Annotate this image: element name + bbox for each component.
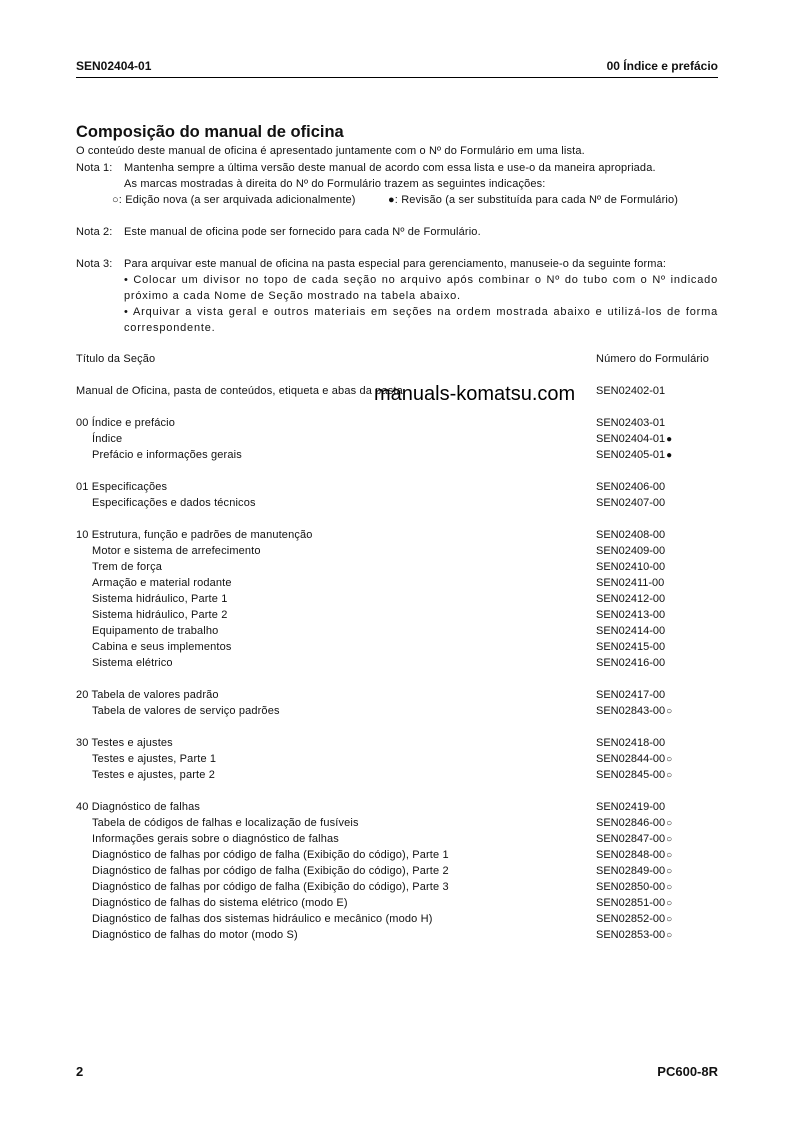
form-number: SEN02848-00 bbox=[596, 849, 666, 861]
form-number-cell bbox=[596, 623, 665, 639]
section-name: 00 Índice e prefácio bbox=[606, 59, 718, 73]
form-number: SEN02404-01 bbox=[596, 433, 666, 445]
form-number-cell bbox=[596, 495, 665, 511]
form-number: SEN02403-01 bbox=[596, 417, 666, 429]
section-title: Testes e ajustes, Parte 1 bbox=[92, 753, 217, 765]
new-edition-mark-icon: ○ bbox=[666, 818, 673, 829]
form-number-cell bbox=[596, 831, 672, 848]
section-title: Sistema hidráulico, Parte 1 bbox=[92, 593, 228, 605]
model-name: PC600-8R bbox=[657, 1064, 718, 1079]
table-row bbox=[0, 927, 794, 943]
section-title: Manual de Oficina, pasta de conteúdos, etiqueta e abas da pasta bbox=[76, 385, 403, 397]
new-edition-mark-icon: ○ bbox=[666, 898, 673, 909]
form-number: SEN02852-00 bbox=[596, 913, 666, 925]
table-row bbox=[0, 559, 794, 575]
form-number-cell bbox=[596, 815, 672, 832]
table-row bbox=[0, 767, 794, 783]
section-title: Sistema elétrico bbox=[92, 657, 173, 669]
table-row bbox=[0, 687, 794, 703]
form-number: SEN02416-00 bbox=[596, 657, 666, 669]
table-row bbox=[0, 575, 794, 591]
form-number-cell bbox=[596, 479, 665, 495]
section-title: Informações gerais sobre o diagnóstico de falhas bbox=[92, 833, 339, 845]
table-row bbox=[0, 447, 794, 463]
form-number: SEN02418-00 bbox=[596, 737, 666, 749]
table-row bbox=[0, 431, 794, 447]
table-row bbox=[0, 495, 794, 511]
table-row bbox=[0, 751, 794, 767]
form-number-cell bbox=[596, 559, 665, 575]
section-title: Diagnóstico de falhas do sistema elétrico (modo E) bbox=[92, 897, 348, 909]
form-number: SEN02405-01 bbox=[596, 449, 666, 461]
form-number-cell bbox=[596, 927, 672, 944]
legend-revision: ●: Revisão (a ser substituída para cada Nº de Formulário) bbox=[388, 194, 679, 206]
column-header-form: Número do Formulário bbox=[596, 353, 710, 365]
form-number-cell bbox=[596, 847, 672, 864]
form-number-cell bbox=[596, 431, 672, 448]
form-number-cell bbox=[596, 415, 665, 431]
form-number: SEN02844-00 bbox=[596, 753, 666, 765]
form-number: SEN02409-00 bbox=[596, 545, 666, 557]
section-title: Prefácio e informações gerais bbox=[92, 449, 242, 461]
section-title: Testes e ajustes, parte 2 bbox=[92, 769, 215, 781]
form-number-cell bbox=[596, 863, 672, 880]
new-edition-mark-icon: ○ bbox=[666, 930, 673, 941]
table-row bbox=[0, 735, 794, 751]
form-number-cell bbox=[596, 383, 665, 399]
form-number: SEN02849-00 bbox=[596, 865, 666, 877]
form-number: SEN02411-00 bbox=[596, 577, 665, 589]
section-title: Trem de força bbox=[92, 561, 163, 573]
note2-label: Nota 2: bbox=[76, 226, 113, 238]
form-number-cell bbox=[596, 751, 672, 768]
form-number: SEN02853-00 bbox=[596, 929, 666, 941]
section-title: Tabela de valores de serviço padrões bbox=[92, 705, 280, 717]
form-number-cell bbox=[596, 767, 672, 784]
form-number: SEN02843-00 bbox=[596, 705, 666, 717]
header-divider bbox=[76, 77, 718, 78]
form-number: SEN02847-00 bbox=[596, 833, 666, 845]
table-row bbox=[0, 639, 794, 655]
form-number-cell bbox=[596, 607, 665, 623]
section-title: Armação e material rodante bbox=[92, 577, 232, 589]
form-number: SEN02413-00 bbox=[596, 609, 666, 621]
form-number: SEN02410-00 bbox=[596, 561, 666, 573]
form-number: SEN02406-00 bbox=[596, 481, 666, 493]
note2-text: Este manual de oficina pode ser fornecido para cada Nº de Formulário. bbox=[124, 226, 481, 238]
revision-mark-icon: ● bbox=[666, 450, 673, 461]
section-title: Motor e sistema de arrefecimento bbox=[92, 545, 261, 557]
section-title: 40 Diagnóstico de falhas bbox=[76, 801, 201, 813]
form-number-cell bbox=[596, 655, 665, 671]
table-row bbox=[0, 479, 794, 495]
section-title: Diagnóstico de falhas por código de falha (Exibição do código), Parte 1 bbox=[92, 849, 449, 861]
table-row bbox=[0, 815, 794, 831]
new-edition-mark-icon: ○ bbox=[666, 754, 673, 765]
form-number-cell bbox=[596, 687, 665, 703]
form-number: SEN02415-00 bbox=[596, 641, 666, 653]
intro-text: O conteúdo deste manual de oficina é apresentado juntamente com o Nº do Formulário em uma lista. bbox=[76, 145, 585, 157]
new-edition-mark-icon: ○ bbox=[666, 882, 673, 893]
table-row bbox=[0, 879, 794, 895]
section-title: Cabina e seus implementos bbox=[92, 641, 232, 653]
form-number: SEN02846-00 bbox=[596, 817, 666, 829]
page-number: 2 bbox=[76, 1064, 84, 1079]
section-title: 10 Estrutura, função e padrões de manutenção bbox=[76, 529, 313, 541]
section-title: Índice bbox=[92, 433, 123, 445]
note1-line1: Mantenha sempre a última versão deste manual de acordo com essa lista e use-o da maneira apropriada. bbox=[124, 162, 656, 174]
section-title: 20 Tabela de valores padrão bbox=[76, 689, 219, 701]
table-row bbox=[0, 703, 794, 719]
form-number: SEN02850-00 bbox=[596, 881, 666, 893]
form-number-cell bbox=[596, 735, 665, 751]
table-row bbox=[0, 655, 794, 671]
column-header-title: Título da Seção bbox=[76, 353, 156, 365]
table-row bbox=[0, 799, 794, 815]
form-number-cell bbox=[596, 543, 665, 559]
form-number: SEN02407-00 bbox=[596, 497, 666, 509]
section-title: Diagnóstico de falhas por código de falha (Exibição do código), Parte 2 bbox=[92, 865, 449, 877]
form-number: SEN02408-00 bbox=[596, 529, 666, 541]
table-row bbox=[0, 847, 794, 863]
new-edition-mark-icon: ○ bbox=[666, 850, 673, 861]
new-edition-mark-icon: ○ bbox=[666, 866, 673, 877]
new-edition-mark-icon: ○ bbox=[666, 770, 673, 781]
note3-label: Nota 3: bbox=[76, 258, 113, 270]
form-number-cell bbox=[596, 447, 672, 464]
legend-new-edition: ○: Edição nova (a ser arquivada adicionalmente) bbox=[112, 194, 356, 206]
section-title: Sistema hidráulico, Parte 2 bbox=[92, 609, 228, 621]
note3-bullet2: • Arquivar a vista geral e outros materiais em seções na ordem mostrada abaixo e utilizá-los de forma correspondente. bbox=[124, 306, 718, 334]
form-number: SEN02845-00 bbox=[596, 769, 666, 781]
table-row bbox=[0, 543, 794, 559]
new-edition-mark-icon: ○ bbox=[666, 834, 673, 845]
table-row bbox=[0, 911, 794, 927]
table-row bbox=[0, 895, 794, 911]
page-title: Composição do manual de oficina bbox=[76, 123, 344, 141]
form-number-cell bbox=[596, 703, 672, 720]
form-number-cell bbox=[596, 591, 665, 607]
new-edition-mark-icon: ○ bbox=[666, 914, 673, 925]
table-row bbox=[0, 831, 794, 847]
section-title: Diagnóstico de falhas dos sistemas hidráulico e mecânico (modo H) bbox=[92, 913, 433, 925]
section-title: Tabela de códigos de falhas e localização de fusíveis bbox=[92, 817, 359, 829]
table-row bbox=[0, 415, 794, 431]
form-number-cell bbox=[596, 575, 664, 591]
section-title: Especificações e dados técnicos bbox=[92, 497, 256, 509]
section-title: 01 Especificações bbox=[76, 481, 168, 493]
section-title: Diagnóstico de falhas por código de falha (Exibição do código), Parte 3 bbox=[92, 881, 449, 893]
form-number: SEN02851-00 bbox=[596, 897, 666, 909]
form-number-cell bbox=[596, 895, 672, 912]
form-number: SEN02412-00 bbox=[596, 593, 666, 605]
form-number-cell bbox=[596, 799, 665, 815]
table-row bbox=[0, 863, 794, 879]
form-number-cell bbox=[596, 911, 672, 928]
section-title: Diagnóstico de falhas do motor (modo S) bbox=[92, 929, 298, 941]
section-title: 30 Testes e ajustes bbox=[76, 737, 173, 749]
note1-line2: As marcas mostradas à direita do Nº do Formulário trazem as seguintes indicações: bbox=[124, 178, 546, 190]
form-number-cell bbox=[596, 527, 665, 543]
section-title: 00 Índice e prefácio bbox=[76, 417, 176, 429]
revision-mark-icon: ● bbox=[666, 434, 673, 445]
new-edition-mark-icon: ○ bbox=[666, 706, 673, 717]
table-row bbox=[0, 623, 794, 639]
form-number-cell bbox=[596, 639, 665, 655]
watermark: manuals-komatsu.com bbox=[374, 383, 576, 405]
doc-number: SEN02404-01 bbox=[76, 59, 152, 73]
table-row bbox=[0, 591, 794, 607]
form-number: SEN02402-01 bbox=[596, 385, 666, 397]
section-title: Equipamento de trabalho bbox=[92, 625, 219, 637]
form-number: SEN02414-00 bbox=[596, 625, 666, 637]
table-row bbox=[0, 527, 794, 543]
note3-line1: Para arquivar este manual de oficina na pasta especial para gerenciamento, manuseie-o da seguinte forma: bbox=[124, 258, 667, 270]
form-number: SEN02419-00 bbox=[596, 801, 666, 813]
note3-bullet1: • Colocar um divisor no topo de cada seção no arquivo após combinar o Nº do tubo com o Nº indicado próximo a cada Nome de Seção mostrado na tabela abaixo. bbox=[124, 274, 718, 302]
form-number-cell bbox=[596, 879, 672, 896]
table-row bbox=[0, 607, 794, 623]
note1-label: Nota 1: bbox=[76, 162, 113, 174]
form-number: SEN02417-00 bbox=[596, 689, 666, 701]
